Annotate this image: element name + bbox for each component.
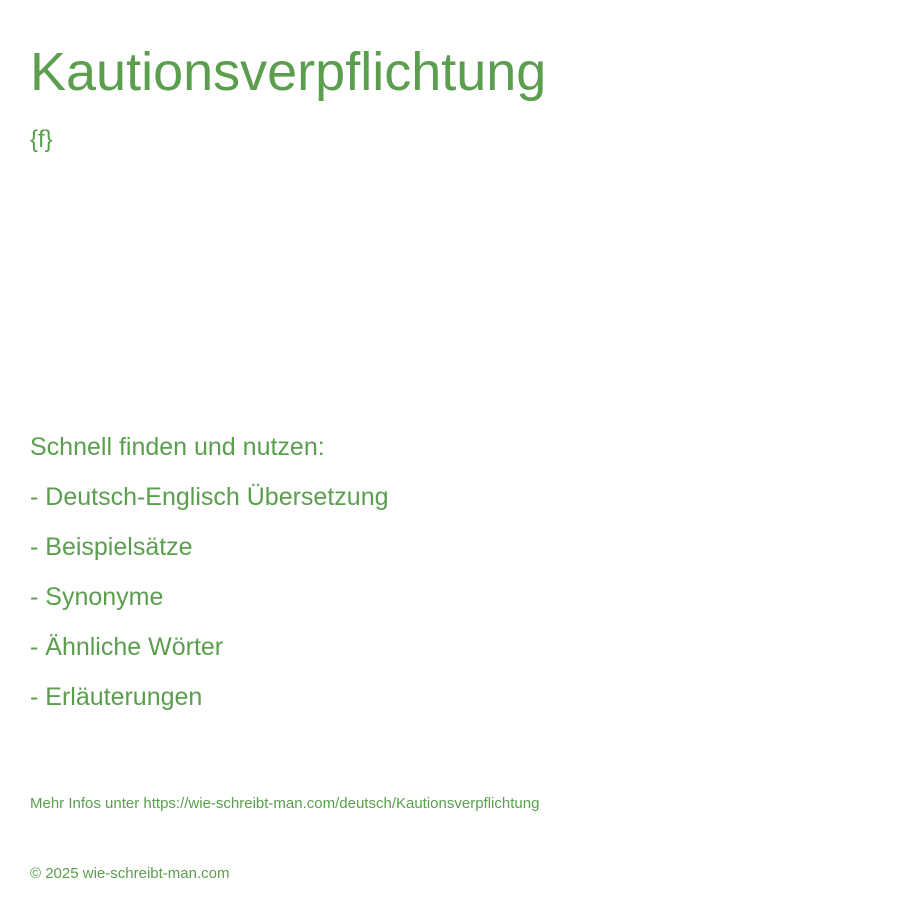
feature-item-synonyms: - Synonyme xyxy=(30,583,164,611)
page-title: Kautionsverpflichtung xyxy=(30,42,547,102)
more-info-text: Mehr Infos unter https://wie-schreibt-man.com/deutsch/Kautionsverpflichtung xyxy=(30,795,540,812)
feature-item-translation: - Deutsch-Englisch Übersetzung xyxy=(30,483,389,511)
feature-list-heading: Schnell finden und nutzen: xyxy=(30,433,325,461)
feature-item-explanations: - Erläuterungen xyxy=(30,683,203,711)
copyright-notice: © 2025 wie-schreibt-man.com xyxy=(30,865,230,882)
gender-label: {f} xyxy=(30,126,53,153)
feature-list xyxy=(30,422,389,722)
feature-item-example-sentences: - Beispielsätze xyxy=(30,533,193,561)
feature-item-similar-words: - Ähnliche Wörter xyxy=(30,633,224,661)
